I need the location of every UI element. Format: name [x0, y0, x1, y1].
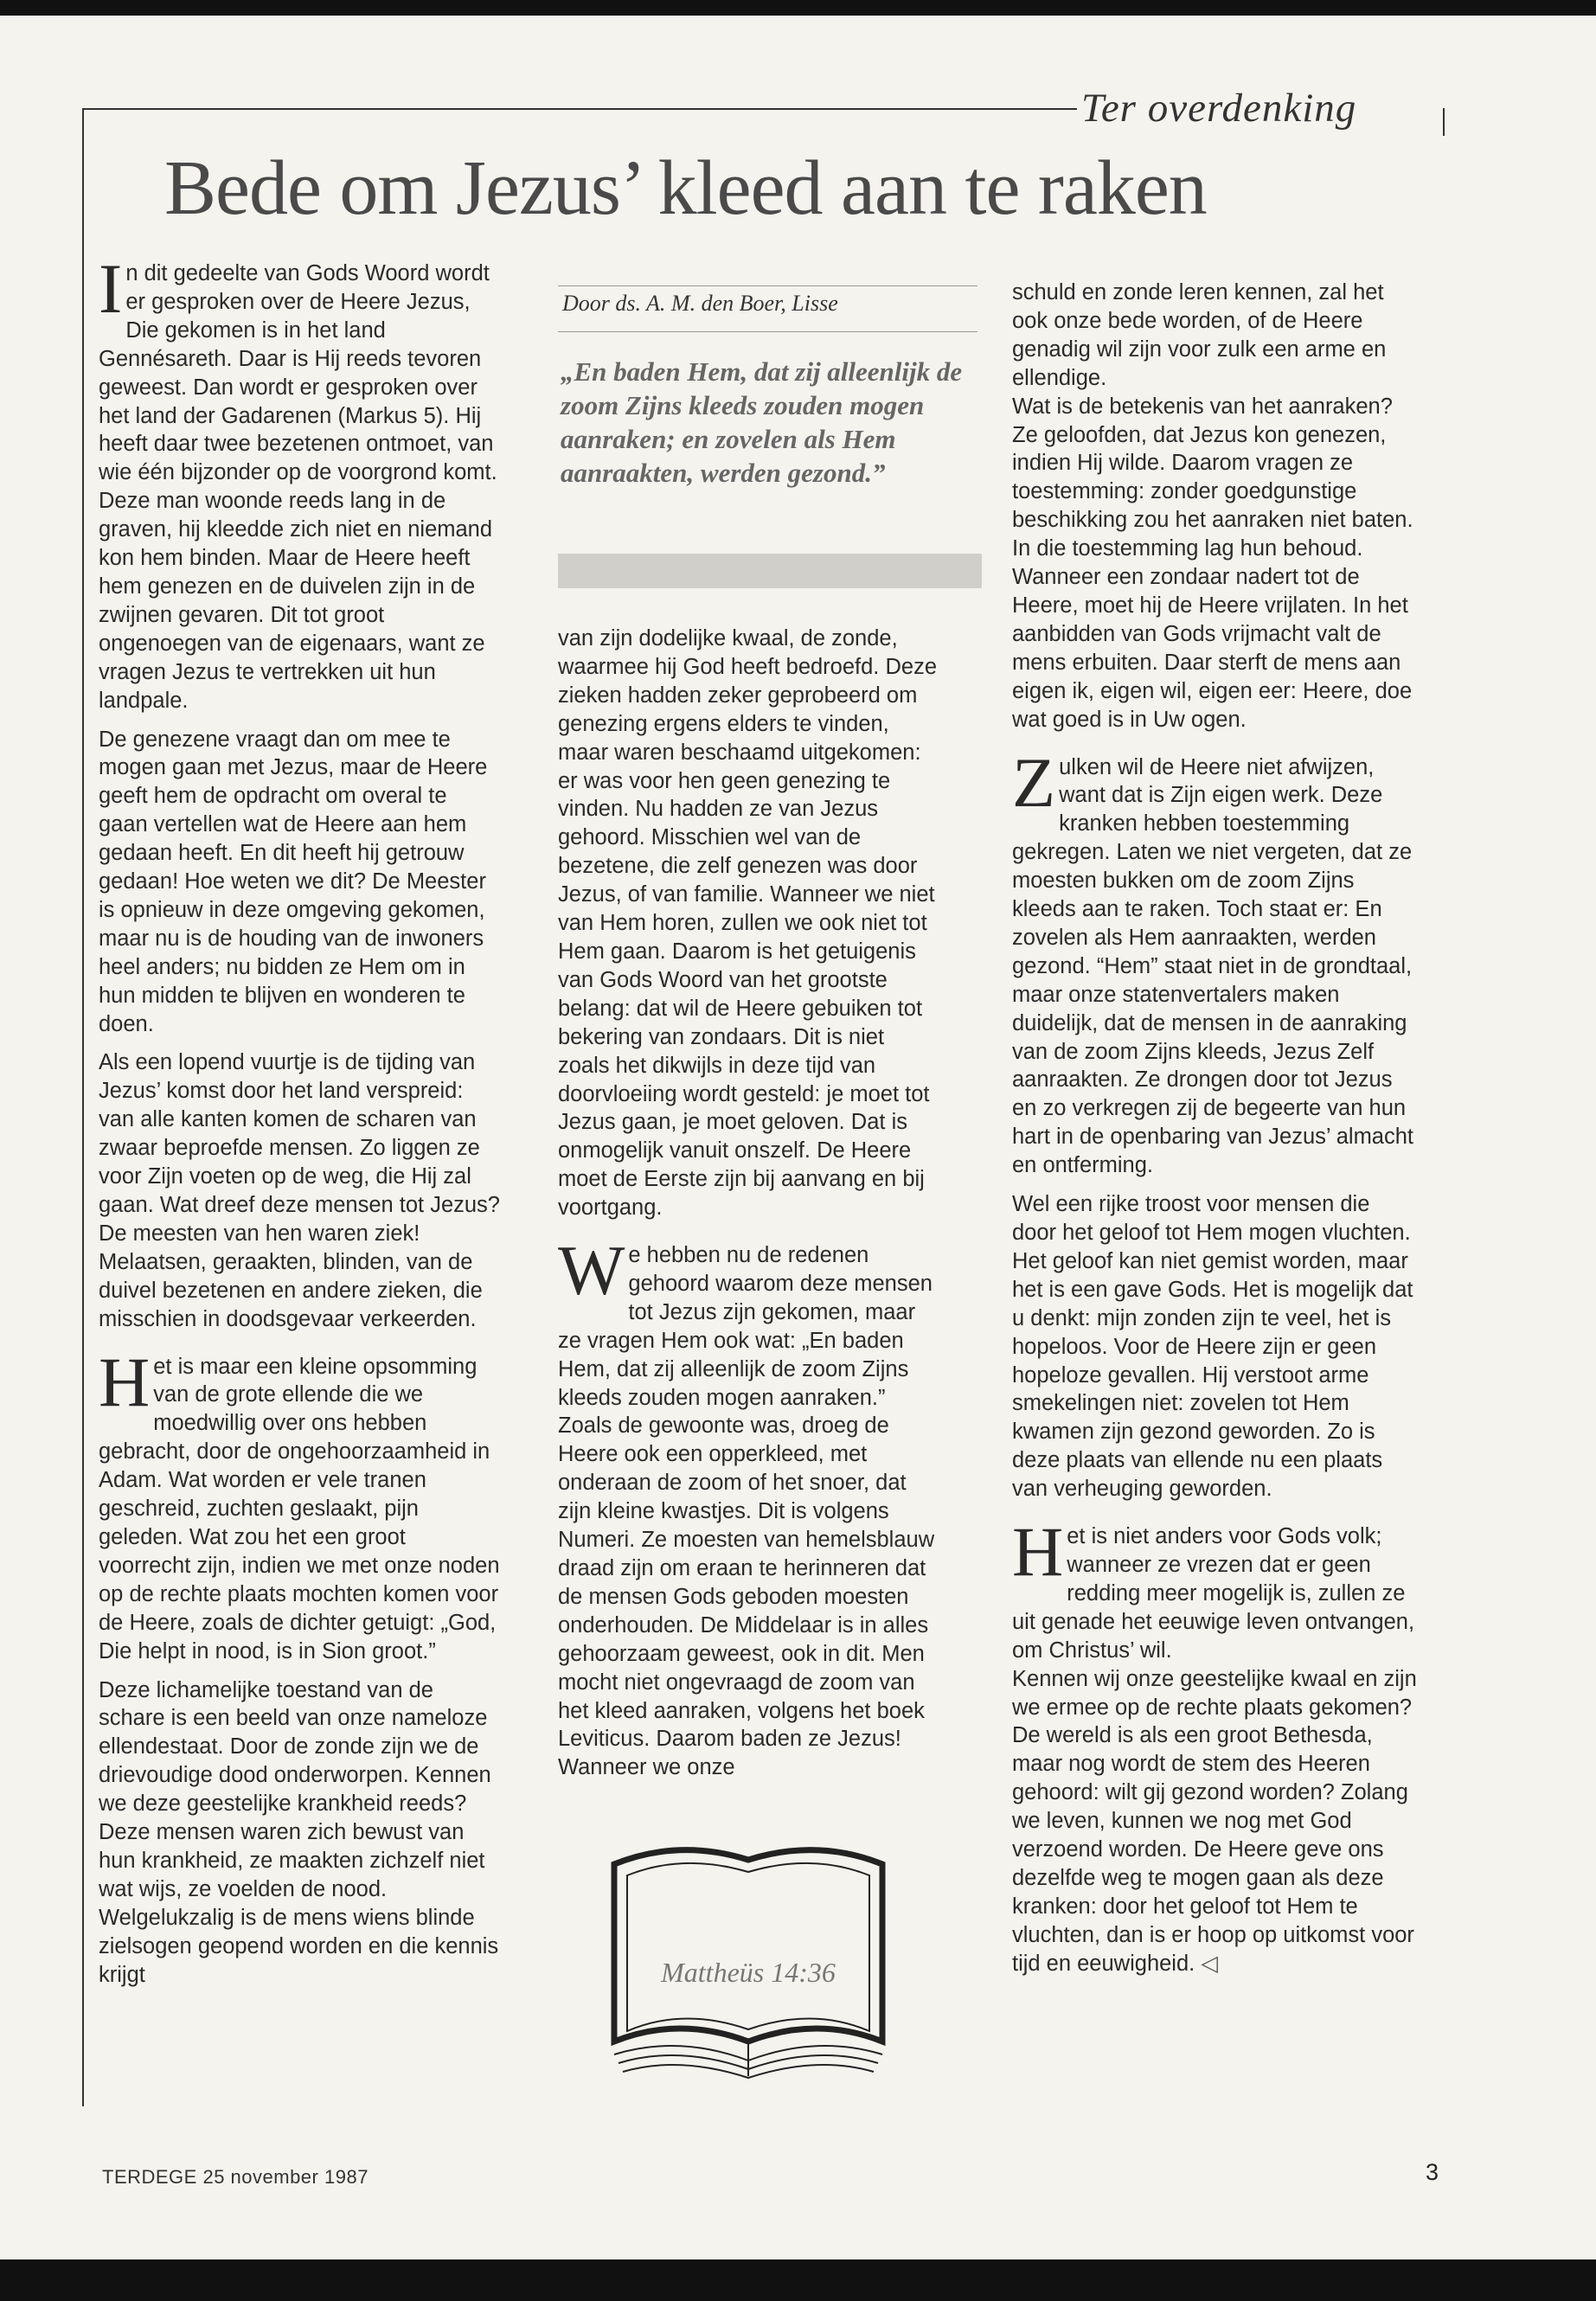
paragraph-text: n dit gedeelte van Gods Woord wordt er gesproken over de Heere Jezus, Die gekomen is in het land Gennésareth. Daar is Hij reeds tevoren geweest. Dan wordt er gesproken over het land der Gadarenen (Markus 5). Hij heeft daar twee bezetenen ontmoet, van wie één bijzonder op de voorgrond komt. Deze man woonde reeds lang in de graven, hij kleedde zich niet en niemand kon hem binden. Maar de Heere heeft hem genezen en de duivelen zijn in de zwijnen gevaren. Dit tot groot ongenoegen van de eigenaars, want ze vragen Jezus te vertrekken uit hun landpale. [99, 261, 497, 713]
paragraph-text: et is maar een kleine opsomming van de grote ellende die we moedwillig over ons hebben gebracht, door de ongehoorzaamheid in Adam. Wat worden er vele tranen geschreid, zuchten geslaakt, pijn geleden. Wat zou het een groot voorrecht zijn, indien we met onze noden op de rechte plaats mochten komen voor de Heere, zoals de dichter getuigt: „God, Die helpt in nood, is in Sion groot.” [99, 1354, 500, 1663]
paragraph: Deze lichamelijke toestand van de schare is een beeld van onze nameloze ellendestaat. Door de zonde zijn we de drievoudige dood onderworpen. Kennen we deze geestelijke krankheid reeds? Deze mensen waren zich bewust van hun krankheid, ze maakten zichzelf niet wat wijs, ze voelden de nood. Welgelukzalig is de mens wiens blinde zielsogen geopend worden en die kennis krijgt [99, 1677, 499, 1987]
grey-divider-bar [558, 554, 982, 588]
drop-cap: Z [1012, 742, 1056, 822]
paragraph: van zijn dodelijke kwaal, de zonde, waarmee hij God heeft bedroefd. Deze zieken hadden zeker geprobeerd om genezing ergens elders te vinden, maar waren beschaamd uitgekomen: er was voor hen geen genezing te vinden. Nu hadden ze van Jezus gehoord. Misschien wel van de bezetene, die zelf genezen was door Jezus, of van familie. Wanneer we niet van Hem horen, zullen we ook niet tot Hem gaan. Daarom is het getuigenis van Gods Woord van het grootste belang: dat wil de Heere gebuiken tot bekering van zondaars. Dit is niet zoals het dikwijls in deze tijd van doorvloeiing wordt gesteld: je moet tot Jezus gaan, je moet geloven. Dat is onmogelijk vanuit onszelf. De Heere moet de Eerste zijn bij aanvang en bij voortgang. [558, 626, 938, 1221]
paragraph: Wat is de betekenis van het aanraken? Ze geloofden, dat Jezus kon genezen, indien Hij wilde. Daarom vragen ze toestemming: zonder goedgunstige beschikking zou het aanraken niet baten. In die toestemming lag hun behoud. Wanneer een zondaar nadert tot de Heere, moet hij de Heere vrijlaten. In het aanbidden van Gods vrijmacht valt de mens erbuiten. Daar sterft de mens aan eigen ik, eigen wil, eigen eer: Heere, doe wat goed is in Uw ogen. [1012, 394, 1413, 732]
column-3 [1012, 279, 1419, 1989]
drop-cap: H [1012, 1512, 1064, 1592]
paragraph: De genezene vraagt dan om mee te mogen gaan met Jezus, maar de Heere geeft hem de opdracht om overal te gaan vertellen wat de Heere aan hem gedaan heeft. En dit heeft hij getrouw gedaan! Hoe weten we dit? De Meester is opnieuw in deze omgeving gekomen, maar nu is de houding van de inwoners heel anders; nu bidden ze Hem om in hun midden te blijven en wonderen te doen. [99, 727, 488, 1036]
article-title: Bede om Jezus’ kleed aan te raken [164, 145, 1207, 231]
frame-line-top [82, 108, 1077, 110]
bottom-scan-border [0, 2259, 1596, 2301]
author-byline: Door ds. A. M. den Boer, Lisse [562, 291, 838, 316]
drop-cap: H [99, 1342, 151, 1421]
page-number: 3 [1426, 2159, 1439, 2185]
drop-cap: W [558, 1231, 625, 1311]
pull-quote: „En baden Hem, dat zij alleenlijk de zoom Zijns kleeds zouden mogen aanraken; en zovelen als Hem aanraakten, werden gezond.” [561, 356, 963, 488]
column-2 [558, 625, 939, 1792]
frame-line-left [82, 108, 84, 2106]
paragraph [1012, 1665, 1419, 1978]
paragraph: Als een lopend vuurtje is de tijding van Jezus’ komst door het land verspreid: van alle kanten komen de scharen van zwaar beproefde mensen. Zo liggen ze voor Zijn voeten op de weg, die Hij zal gaan. Wat dreef deze mensen tot Jezus? De meesten van hen waren ziek! Melaatsen, geraakten, blinden, van de duivel bezetenen en andere zieken, die misschien in doodsgevaar verkeerden. [99, 1050, 500, 1331]
paragraph-text: Kennen wij onze geestelijke kwaal en zijn we ermee op de rechte plaats gekomen? De wereld is als een groot Bethesda, maar nog wordt de stem des Heeren gehoord: wilt gij gezond worden? Zolang we leven, kunnen we nog met God verzoend worden. De Heere geve ons dezelfde weg te mogen gaan als deze kranken: door het geloof tot Hem te vluchten, dan is er hoop op uitkomst voor tijd en eeuwigheid. [1012, 1666, 1417, 1976]
frame-line-right [1443, 108, 1445, 136]
paragraph [99, 1342, 501, 1666]
paragraph [99, 249, 501, 715]
section-label: Ter overdenking [1081, 86, 1357, 131]
scripture-reference: Mattheüs 14:36 [661, 1957, 836, 1988]
paragraph-text: ulken wil de Heere niet afwijzen, want dat is Zijn eigen werk. Deze kranken hebben toestemming gekregen. Laten we niet vergeten, dat ze moesten bukken om de zoom Zijns kleeds aan te raken. Toch staat er: En zovelen als Hem aanraakten, werden gezond. “Hem” staat niet in de grondtaal, maar onze statenvertalers maken duidelijk, dat de mensen in de aanraking van de zoom Zijns kleeds, Jezus Zelf aanraakten. Ze drongen door tot Jezus en zo verkregen zij de begeerte van hun hart in de openbaring van Jezus’ almacht en ontferming. [1012, 754, 1414, 1178]
paragraph [1012, 742, 1419, 1181]
publication-footer: TERDEGE 25 november 1987 [102, 2166, 369, 2188]
end-mark-icon: ◁ [1201, 1951, 1218, 1976]
paragraph: schuld en zonde leren kennen, zal het ook onze bede worden, of de Heere genadig wil zijn voor zulk een arme en ellendige. [1012, 280, 1387, 390]
drop-cap: I [99, 249, 123, 328]
top-scan-border [0, 0, 1596, 16]
paragraph-text: et is niet anders voor Gods volk; wanneer ze vrezen dat er geen redding meer mogelijk is, zullen ze uit genade het eeuwige leven ontvangen, om Christus’ wil. [1012, 1524, 1415, 1663]
paragraph [558, 1231, 939, 1782]
paragraph-text: e hebben nu de redenen gehoord waarom deze mensen tot Jezus zijn gekomen, maar ze vragen Hem ook wat: „En baden Hem, dat zij alleenlijk de zoom Zijns kleeds zouden mogen aanraken.” Zoals de gewoonte was, droeg de Heere ook een opperkleed, met onderaan de zoom of het snoer, dat zijn kleine kwastjes. Dit is volgens Numeri. Ze moesten van hemelsblauw draad zijn om eraan te herinneren dat de mensen Gods geboden moesten onderhouden. De Middelaar is in alles gehoorzaam geweest, ook in dit. Men mocht niet ongevraagd de zoom van het kleed aanraken, volgens het boek Leviticus. Daarom baden ze Jezus! Wanneer we onze [558, 1243, 935, 1780]
column-1 [99, 249, 501, 1999]
paragraph: Wel een rijke troost voor mensen die door het geloof tot Hem mogen vluchten. Het geloof kan niet gemist worden, maar het is een gave Gods. Het is mogelijk dat u denkt: mijn zonden zijn te veel, het is hopeloos. Voor de Heere zijn er geen hopeloze gevallen. Hij verstoot arme smekelingen niet: zovelen tot Hem kwamen zijn gezond geworden. Zo is deze plaats van ellende nu een plaats van verheuging geworden. [1012, 1192, 1413, 1502]
paragraph [1012, 1512, 1419, 1665]
